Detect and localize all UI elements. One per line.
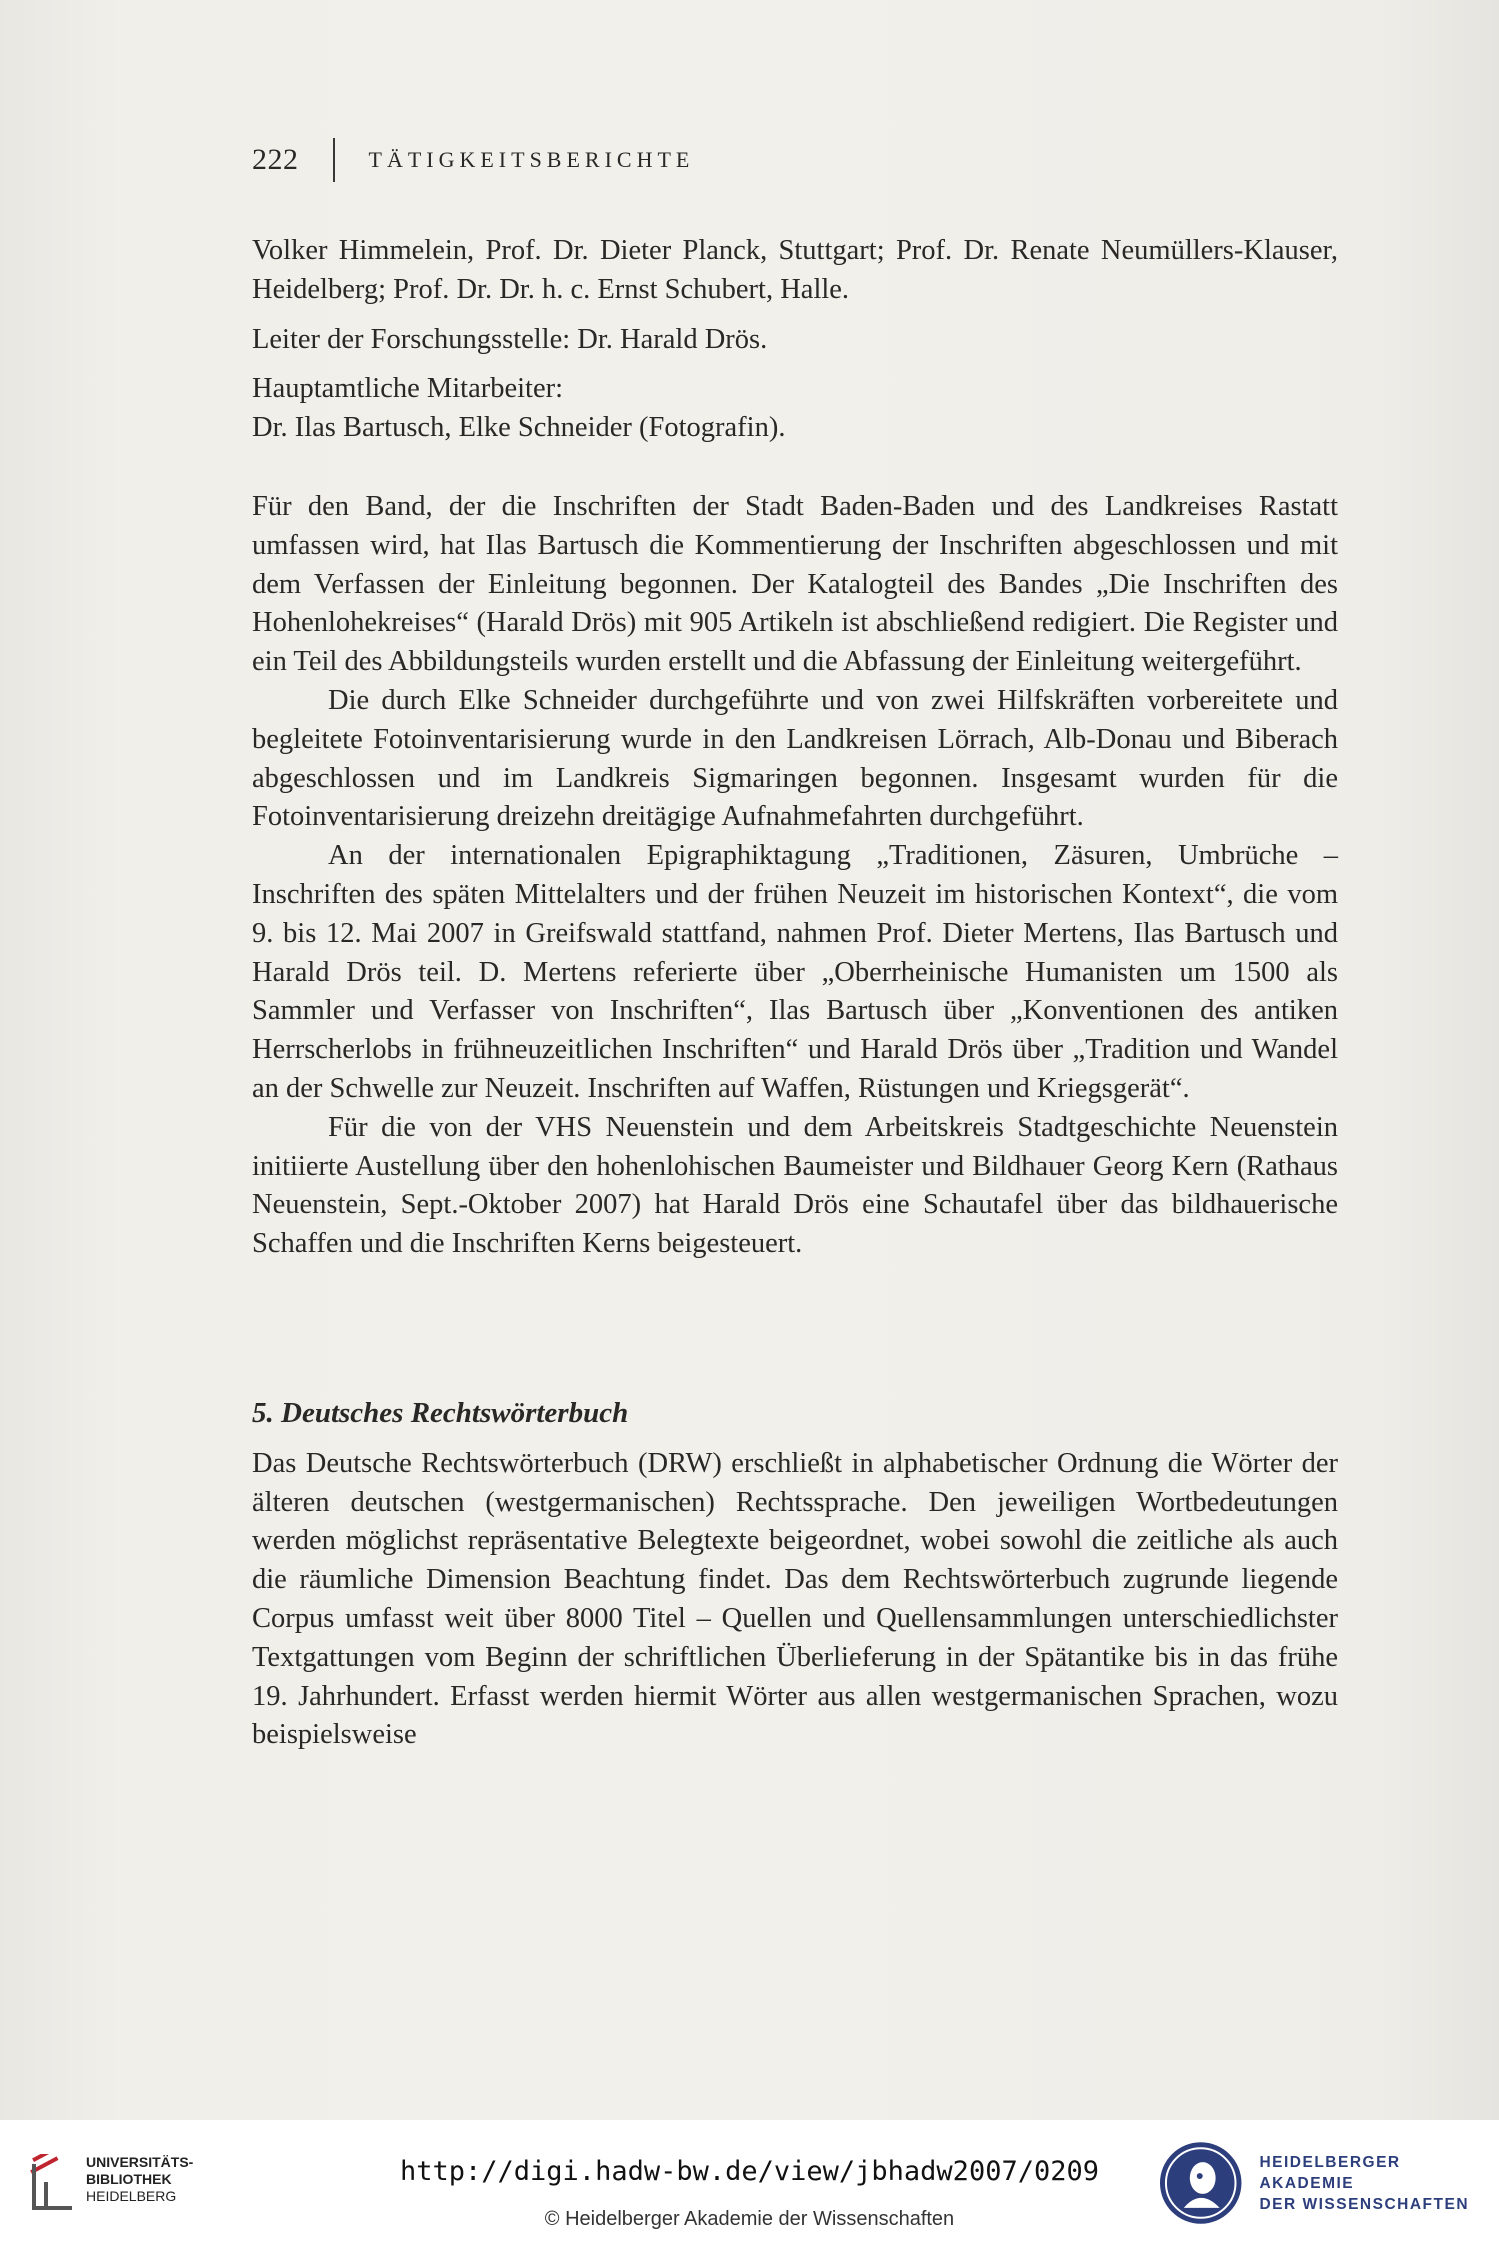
committee-paragraph: Volker Himmelein, Prof. Dr. Dieter Planck, Stuttgart; Prof. Dr. Renate Neumüllers-Klauser, Heidelberg; Prof. Dr. Dr. h. c. Ernst Schubert, Halle.: [252, 235, 1338, 305]
body-paragraph: Für die von der VHS Neuenstein und dem Arbeitskreis Stadtgeschichte Neuenstein initiierte Austellung über den hohenlohischen Baumeister und Bildhauer Georg Kern (Rathaus Neuenstein, Sept.-Oktober 2007) hat Harald Drös eine Schautafel über das bildhauerische Schaffen und die Inschriften Kerns beigesteuert.: [252, 1111, 1338, 1260]
permalink[interactable]: http://digi.hadw-bw.de/view/jbhadw2007/0209: [400, 2156, 1099, 2187]
staff-names: Dr. Ilas Bartusch, Elke Schneider (Fotografin).: [252, 412, 786, 444]
page-number: 222: [252, 143, 299, 176]
digitization-footer: [0, 2120, 1499, 2253]
page-body: [252, 232, 1338, 1755]
copyright-notice: © Heidelberger Akademie der Wissenschaften: [544, 2208, 955, 2230]
section-heading: 5. Deutsches Rechtswörterbuch: [252, 1396, 629, 1429]
running-title: TÄTIGKEITSBERICHTE: [368, 147, 695, 172]
body-paragraph: An der internationalen Epigraphiktagung „Traditionen, Zäsuren, Umbrüche – Inschriften des späten Mittelalters und der frühen Neuzeit im historischen Kontext“, die vom 9. bis 12. Mai 2007 in Greifswald stattfand, nahmen Prof. Dieter Mertens, Ilas Bartusch und Harald Drös teil. D. Mertens referierte über „Oberrheinische Humanisten um 1500 als Sammler und Verfasser von Inschriften“, Ilas Bartusch über „Konventionen des antiken Herrscherlobs in frühneuzeitlichen Inschriften“ und Harald Drös über „Tradition und Wandel an der Schwelle zur Neuzeit. Inschriften auf Waffen, Rüstungen und Kriegsgerät“.: [252, 840, 1338, 1104]
academy-logo[interactable]: [1158, 2140, 1499, 2226]
running-header: [252, 138, 694, 182]
body-paragraph: Die durch Elke Schneider durchgeführte und von zwei Hilfskräften vorbereitete und begleitete Fotoinventarisierung wurde in den Landkreisen Lörrach, Alb-Donau und Biberach abgeschlossen und im Landkreis Sigmaringen begonnen. Insgesamt wurden für die Fotoinventarisierung dreizehn dreitägige Aufnahmefahrten durchgeführt.: [252, 684, 1338, 833]
body-paragraph: Das Deutsche Rechtswörterbuch (DRW) erschließt in alphabetischer Ordnung die Wörter der älteren deutschen (westgermanischen) Rechtssprache. Den jeweiligen Wortbedeutungen werden möglichst repräsentative Belegtexte beigeordnet, wobei sowohl die zeitliche als auch die räumliche Dimension Beachtung findet. Das dem Rechtswörterbuch zugrunde liegende Corpus umfasst weit über 8000 Titel – Quellen und Quellensammlungen unterschiedlichster Textgattungen vom Beginn der schriftlichen Überlieferung in der Spätantike bis in das frühe 19. Jahrhundert. Erfasst werden hiermit Wörter aus allen westgermanischen Sprachen, wozu beispielsweise: [252, 1447, 1338, 1751]
academy-name: HEIDELBERGER AKADEMIE DER WISSENSCHAFTEN: [1259, 2153, 1470, 2213]
staff-label: Hauptamtliche Mitarbeiter:: [252, 373, 564, 405]
header-divider: [333, 138, 335, 182]
body-paragraph: Für den Band, der die Inschriften der Stadt Baden-Baden und des Landkreises Rastatt umfassen wird, hat Ilas Bartusch die Kommentierung der Inschriften abgeschlossen und mit dem Verfassen der Einleitung begonnen. Der Katalogteil des Bandes „Die Inschriften des Hohenlohekreises“ (Harald Drös) mit 905 Artikeln ist abschließend redigiert. Die Register und ein Teil des Abbildungsteils wurden erstellt und die Abfassung der Einleitung weitergeführt.: [252, 490, 1338, 678]
head-of-office: Leiter der Forschungsstelle: Dr. Harald Drös.: [252, 323, 768, 355]
academy-seal-icon: [1158, 2140, 1243, 2226]
university-library-name: UNIVERSITÄTS- BIBLIOTHEK HEIDELBERG: [86, 2154, 194, 2204]
